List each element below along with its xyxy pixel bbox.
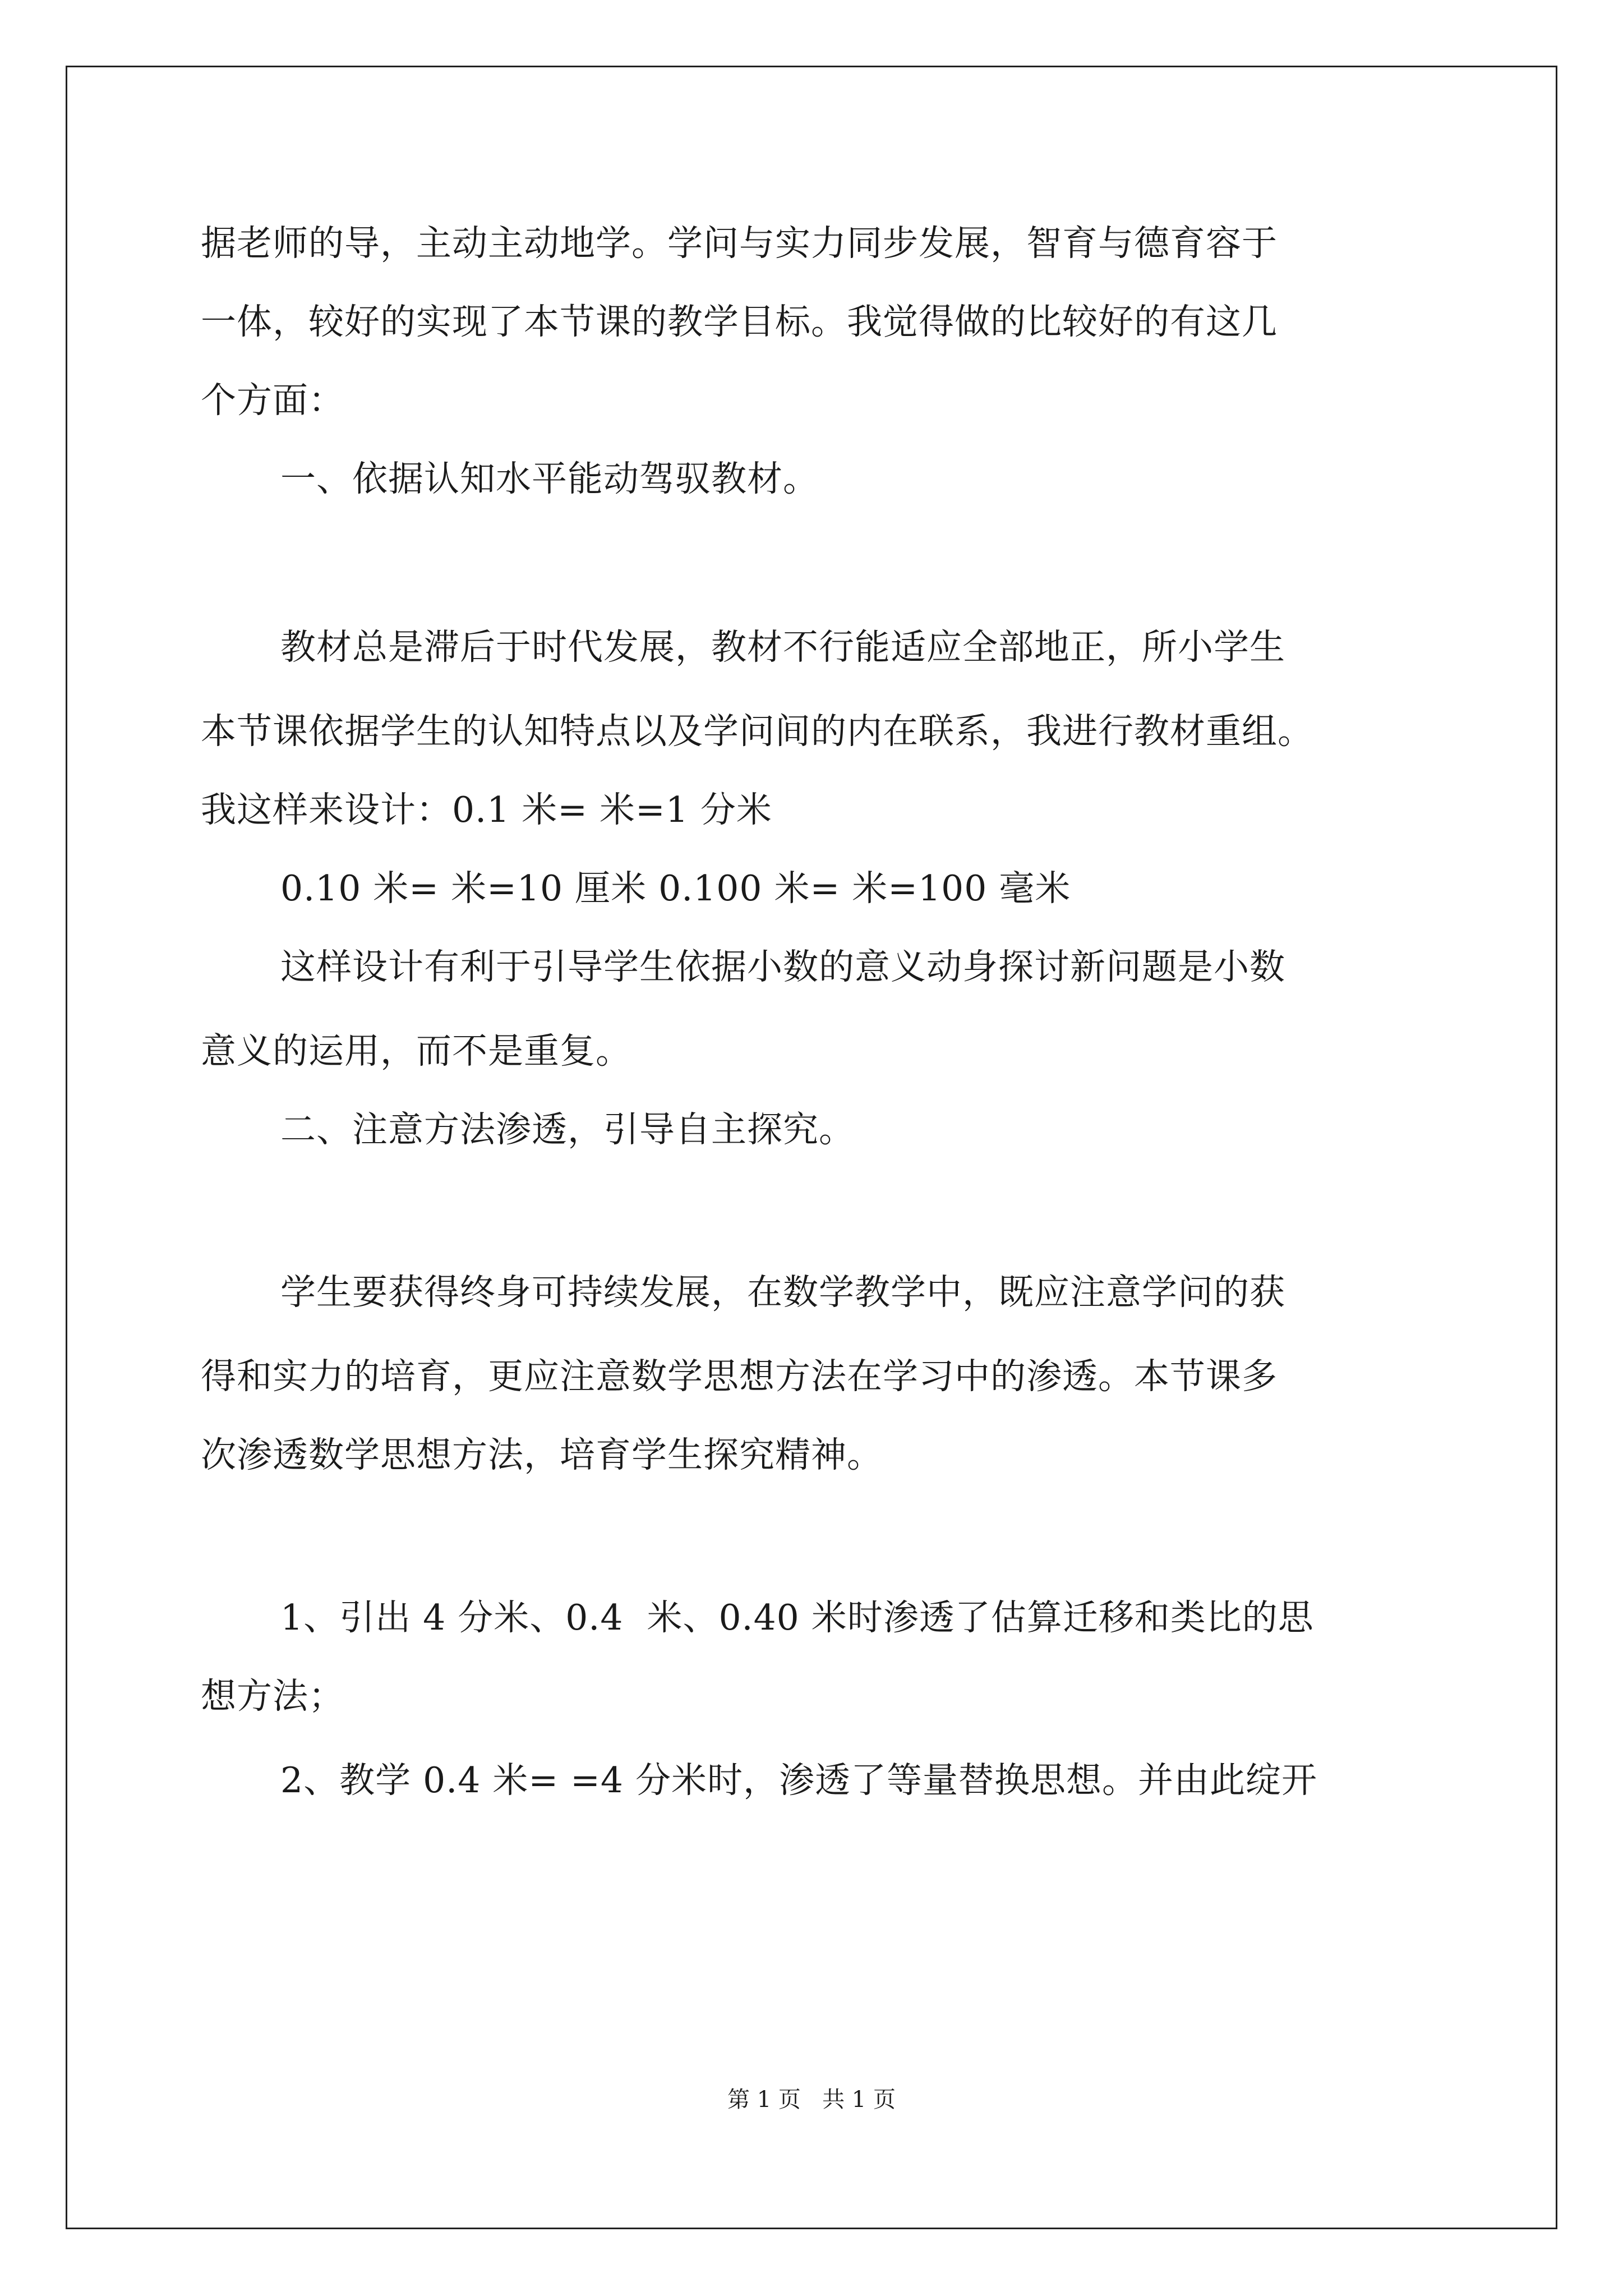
text-line: 教材总是滞后于时代发展，教材不行能适应全部地正，所小学生 [280,627,1285,668]
section-heading: 一、依据认知水平能动驾驭教材。 [280,458,819,499]
text-line: 意义的运用，而不是重复。 [201,1030,631,1071]
text-line: 本节课依据学生的认知特点以及学问间的内在联系，我进行教材重组。 [201,711,1313,752]
text-line: 次渗透数学思想方法，培育学生探究精神。 [201,1434,883,1475]
section-heading: 二、注意方法渗透，引导自主探究。 [280,1109,855,1150]
text-line: 一体，较好的实现了本节课的教学目标。我觉得做的比较好的有这几 [201,301,1278,342]
text-line: 据老师的导，主动主动地学。学问与实力同步发展，智育与德育容于 [201,223,1278,264]
text-line: 个方面： [201,380,344,421]
text-line: 这样设计有利于引导学生依据小数的意义动身探讨新问题是小数 [280,946,1285,987]
text-line: 想方法； [201,1676,344,1717]
text-line: 0.10 米= 米=10 厘米 0.100 米= 米=100 毫米 [280,868,1071,909]
list-item: 1、引出 4 分米、0.4 米、0.40 米时渗透了估算迁移和类比的思 [280,1597,1314,1638]
text-line: 得和实力的培育，更应注意数学思想方法在学习中的渗透。本节课多 [201,1356,1278,1397]
text-line: 学生要获得终身可持续发展，在数学教学中，既应注意学问的获 [280,1272,1285,1313]
page-footer: 第 1 页 共 1 页 [727,2087,896,2113]
list-item: 2、教学 0.4 米= =4 分米时，渗透了等量替换思想。并由此绽开 [280,1760,1318,1801]
text-line: 我这样来设计：0.1 米= 米=1 分米 [201,789,772,830]
